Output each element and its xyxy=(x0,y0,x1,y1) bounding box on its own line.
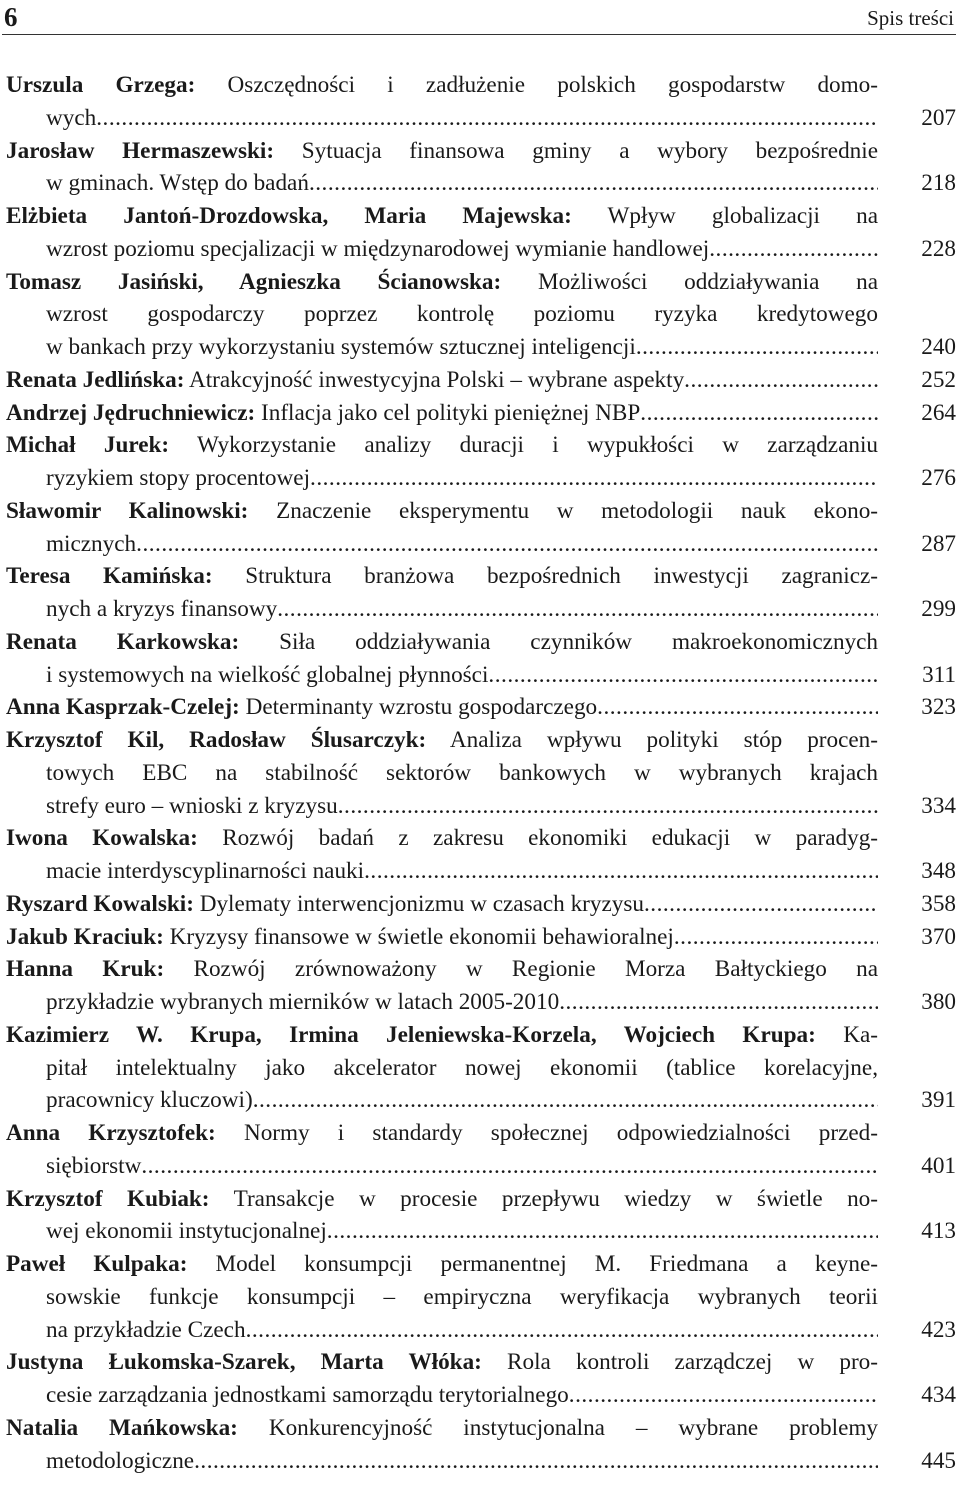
toc-title-text: micznych xyxy=(46,530,137,557)
dot-leader xyxy=(310,462,878,495)
toc-entry xyxy=(0,1346,960,1412)
toc-line-text xyxy=(6,1186,878,1212)
toc-line-text xyxy=(6,72,878,98)
toc-title-text: macie interdyscyplinarności nauki xyxy=(46,858,365,884)
dot-leader xyxy=(309,167,878,200)
toc-page-number: 445 xyxy=(921,1447,956,1474)
toc-line-text xyxy=(6,629,878,655)
toc-title-text: Rozwój zrównoważony w Regionie Morza Bałtyckiego na xyxy=(193,956,879,983)
toc-entry xyxy=(0,953,960,1019)
dot-leader xyxy=(674,921,878,954)
toc-line-text xyxy=(6,1349,878,1375)
toc-entry-line xyxy=(0,1314,960,1347)
toc-author: Teresa Kamińska: xyxy=(6,563,213,590)
toc-author: Tomasz Jasiński, Agnieszka Ścianowska: xyxy=(6,268,502,295)
toc-line-text xyxy=(46,659,488,692)
toc-line-text xyxy=(46,167,309,200)
toc-entry xyxy=(0,560,960,626)
toc-entry xyxy=(0,1183,960,1249)
toc-entry-line xyxy=(0,659,960,692)
toc-page-number: 423 xyxy=(921,1316,956,1343)
toc-entry-line xyxy=(0,986,960,1019)
toc-line-text xyxy=(6,364,684,397)
toc-entry-line xyxy=(0,102,960,135)
toc-page-number: 391 xyxy=(921,1087,956,1114)
toc-author: Renata Karkowska: xyxy=(6,628,240,655)
toc-line-text xyxy=(46,1084,253,1117)
toc-line-text xyxy=(46,986,559,1019)
toc-title-text: wej ekonomii instytucjonalnej xyxy=(46,1218,327,1245)
toc-entry-line xyxy=(0,462,960,495)
toc-entry-line xyxy=(0,593,960,626)
toc-author: Sławomir Kalinowski: xyxy=(6,497,249,524)
toc-page-number: 252 xyxy=(921,366,956,393)
toc-entry-line xyxy=(0,691,960,724)
dot-leader xyxy=(488,659,878,692)
toc-title-text: Oszczędności i zadłużenie polskich gospodarstw domo- xyxy=(227,72,879,98)
toc-line-text xyxy=(6,269,878,295)
toc-author: Anna Krzysztofek: xyxy=(6,1120,216,1146)
toc-line-text xyxy=(6,138,878,164)
toc-line-text xyxy=(6,432,878,458)
toc-title-text: towych EBC na stabilność sektorów bankowych w wybranych krajach xyxy=(46,759,878,786)
dot-leader xyxy=(338,790,878,823)
toc-author: Anna Kasprzak-Czelej: xyxy=(6,694,240,721)
toc-title-text: metodologiczne xyxy=(46,1447,195,1474)
dot-leader xyxy=(569,1379,878,1412)
toc-title-text: Kryzysy finansowe w świetle ekonomii behawioralnej xyxy=(169,923,674,950)
toc-author: Krzysztof Kil, Radosław Ślusarczyk: xyxy=(6,727,427,753)
toc-title-text: pracownicy kluczowi) xyxy=(46,1087,253,1114)
toc-title-text: wzrost gospodarczy poprzez kontrolę poziomu ryzyka kredytowego xyxy=(46,301,878,328)
toc-entry-line xyxy=(0,495,960,528)
toc-title-text: ryzykiem stopy procentowej xyxy=(46,465,311,491)
toc-title-text: i systemowych na wielkość globalnej płynności xyxy=(46,661,489,688)
toc-title-text: w bankach przy wykorzystaniu systemów sztucznej inteligencji xyxy=(46,334,636,360)
page-number: 6 xyxy=(4,2,18,32)
toc-entry xyxy=(0,691,960,724)
toc-author: Michał Jurek: xyxy=(6,432,170,459)
toc-entry-line xyxy=(0,790,960,823)
toc-line-text xyxy=(6,1120,878,1146)
dot-leader xyxy=(597,691,878,724)
toc-entry-line xyxy=(0,397,960,430)
toc-entry-line xyxy=(0,1150,960,1183)
toc-line-text xyxy=(46,233,709,266)
toc-page-number: 207 xyxy=(921,104,956,131)
toc-page-number: 299 xyxy=(921,596,956,622)
toc-line-text xyxy=(6,727,878,753)
toc-entry-line xyxy=(0,1084,960,1117)
toc-line-text xyxy=(6,888,644,921)
toc-entry xyxy=(0,364,960,397)
toc-title-text: Ka- xyxy=(843,1021,878,1048)
dot-leader xyxy=(709,233,878,266)
toc-title-text: pitał intelektualny jako akcelerator nowej ekonomii (tablice korelacyjne, xyxy=(46,1054,878,1081)
running-title: Spis treści xyxy=(867,6,954,30)
toc-entry-line xyxy=(0,560,960,593)
toc-entry-line xyxy=(0,921,960,954)
toc-author: Justyna Łukomska-Szarek, Marta Włóka: xyxy=(6,1349,482,1376)
toc-page-number: 228 xyxy=(921,235,956,262)
toc-entry xyxy=(0,135,960,201)
dot-leader xyxy=(640,397,878,430)
toc-title-text: Sytuacja finansowa gminy a wybory bezpośrednie xyxy=(301,137,878,164)
toc-title-text: Struktura branżowa bezpośrednich inwestycji zagranicz- xyxy=(245,563,878,590)
toc-line-text xyxy=(6,825,878,851)
toc-line-text xyxy=(6,498,878,524)
toc-line-text xyxy=(6,1022,878,1048)
toc-entry-line xyxy=(0,855,960,888)
toc-title-text: Wpływ globalizacji na xyxy=(607,203,878,229)
toc-page-number: 434 xyxy=(921,1382,956,1408)
dot-leader xyxy=(277,593,878,626)
toc-entry-line xyxy=(0,135,960,168)
toc-title-text: Rozwój badań z zakresu ekonomiki edukacji w paradyg- xyxy=(222,825,879,852)
toc-entry-line xyxy=(0,1281,960,1314)
toc-line-text xyxy=(46,528,136,561)
toc-page-number: 240 xyxy=(921,334,956,360)
dot-leader xyxy=(364,855,878,888)
toc-title-text: Znaczenie eksperymentu w metodologii nauk ekono- xyxy=(276,497,879,524)
toc-entry-line xyxy=(0,1183,960,1216)
toc-entry xyxy=(0,1248,960,1346)
toc-author: Natalia Mańkowska: xyxy=(6,1414,238,1441)
dot-leader xyxy=(136,528,878,561)
toc-line-text xyxy=(46,790,338,823)
toc-line-text xyxy=(6,956,878,982)
toc-author: Hanna Kruk: xyxy=(6,956,165,983)
toc-page-number: 276 xyxy=(921,465,956,491)
toc-page-number: 323 xyxy=(921,694,956,721)
toc-line-text xyxy=(6,921,674,954)
toc-entry-line xyxy=(0,266,960,299)
toc-entry xyxy=(0,921,960,954)
toc-title-text: siębiorstw xyxy=(46,1152,142,1179)
toc-author: Urszula Grzega: xyxy=(6,72,196,98)
toc-entry-line xyxy=(0,331,960,364)
toc-entry xyxy=(0,266,960,364)
toc-line-text xyxy=(6,203,878,229)
toc-title-text: Model konsumpcji permanentnej M. Friedmana a keyne- xyxy=(215,1251,879,1277)
toc-title-text: sowskie funkcje konsumpcji – empiryczna weryfikacja wybranych teorii xyxy=(46,1283,878,1310)
toc-line-text xyxy=(6,691,597,724)
toc-entry xyxy=(0,626,960,692)
toc-title-text: Możliwości oddziaływania na xyxy=(537,268,878,295)
toc-author: Krzysztof Kubiak: xyxy=(6,1185,210,1212)
toc-author: Jakub Kraciuk: xyxy=(6,923,164,950)
toc-title-text: na przykładzie Czech xyxy=(46,1316,246,1343)
dot-leader xyxy=(253,1084,878,1117)
toc-line-text xyxy=(46,331,636,364)
toc-title-text: nych a kryzys finansowy xyxy=(46,596,278,622)
toc-entry xyxy=(0,1412,960,1478)
toc-entry-line xyxy=(0,167,960,200)
toc-line-text xyxy=(46,1284,878,1310)
dot-leader xyxy=(327,1215,878,1248)
toc-title-text: Rola kontroli zarządczej w pro- xyxy=(507,1349,878,1376)
toc-author: Ryszard Kowalski: xyxy=(6,890,194,917)
toc-line-text xyxy=(46,855,364,888)
toc-title-text: Transakcje w procesie przepływu wiedzy w świetle no- xyxy=(233,1185,878,1212)
dot-leader xyxy=(141,1150,878,1183)
dot-leader xyxy=(96,102,878,135)
toc-line-text xyxy=(6,1415,878,1441)
toc-title-text: wych xyxy=(46,104,97,131)
toc-entry-line xyxy=(0,1052,960,1085)
toc-page-number: 218 xyxy=(921,170,956,197)
toc-page-number: 334 xyxy=(921,792,956,819)
toc-title-text: strefy euro – wnioski z kryzysu xyxy=(46,792,338,819)
toc-line-text xyxy=(6,563,878,589)
toc-line-text xyxy=(46,760,878,786)
toc-entry-line xyxy=(0,298,960,331)
toc-title-text: Determinanty wzrostu gospodarczego xyxy=(245,694,598,721)
toc-page-number: 358 xyxy=(921,890,956,917)
toc-line-text xyxy=(46,301,878,327)
toc-entry xyxy=(0,429,960,495)
dot-leader xyxy=(636,331,878,364)
dot-leader xyxy=(644,888,878,921)
running-header xyxy=(2,0,956,35)
toc-title-text: Normy i standardy społecznej odpowiedzialności przed- xyxy=(243,1120,879,1146)
toc-title-text: Inflacja jako cel polityki pieniężnej NBP xyxy=(261,399,641,426)
toc-line-text xyxy=(46,1379,569,1412)
toc-title-text: Siła oddziaływania czynników makroekonomicznych xyxy=(279,628,879,655)
toc-author: Renata Jedlińska: xyxy=(6,366,185,393)
toc-entry xyxy=(0,397,960,430)
table-of-contents xyxy=(0,69,960,1477)
toc-entry-line xyxy=(0,1379,960,1412)
toc-title-text: Analiza wpływu polityki stóp procen- xyxy=(449,727,878,753)
toc-page-number: 287 xyxy=(921,530,956,557)
toc-title-text: Wykorzystanie analizy duracji i wypukłości w zarządzaniu xyxy=(197,432,878,459)
toc-entry xyxy=(0,888,960,921)
toc-entry-line xyxy=(0,233,960,266)
toc-entry-line xyxy=(0,724,960,757)
toc-author: Paweł Kulpaka: xyxy=(6,1251,188,1277)
dot-leader xyxy=(246,1314,878,1347)
toc-entry xyxy=(0,1117,960,1183)
toc-page-number: 264 xyxy=(921,399,956,426)
toc-entry-line xyxy=(0,626,960,659)
toc-entry-line xyxy=(0,757,960,790)
toc-author: Andrzej Jędruchniewicz: xyxy=(6,399,256,426)
toc-entry-line xyxy=(0,1412,960,1445)
toc-line-text xyxy=(6,1251,878,1277)
toc-entry xyxy=(0,822,960,888)
toc-entry-line xyxy=(0,429,960,462)
toc-entry xyxy=(0,724,960,822)
toc-entry xyxy=(0,200,960,266)
toc-page-number: 370 xyxy=(921,923,956,950)
toc-author: Jarosław Hermaszewski: xyxy=(6,137,275,164)
toc-line-text xyxy=(6,397,640,430)
toc-line-text xyxy=(46,1445,194,1478)
toc-page-number: 413 xyxy=(921,1218,956,1245)
dot-leader xyxy=(559,986,878,1019)
toc-page-number: 311 xyxy=(922,661,956,688)
toc-line-text xyxy=(46,1150,141,1183)
toc-author: Kazimierz W. Krupa, Irmina Jeleniewska-Korzela, Wojciech Krupa: xyxy=(6,1021,816,1048)
toc-title-text: Konkurencyjność instytucjonalna – wybrane problemy xyxy=(268,1414,879,1441)
toc-entry-line xyxy=(0,888,960,921)
toc-entry-line xyxy=(0,364,960,397)
toc-line-text xyxy=(46,593,277,626)
toc-title-text: Atrakcyjność inwestycyjna Polski – wybrane aspekty xyxy=(188,366,685,393)
toc-entry-line xyxy=(0,1346,960,1379)
toc-line-text xyxy=(46,462,310,495)
toc-entry xyxy=(0,69,960,135)
toc-title-text: przykładzie wybranych mierników w latach 2005-2010 xyxy=(46,989,560,1015)
toc-entry-line xyxy=(0,953,960,986)
toc-line-text xyxy=(46,1055,878,1081)
toc-page-number: 348 xyxy=(921,858,956,884)
toc-entry xyxy=(0,1019,960,1117)
toc-entry-line xyxy=(0,1248,960,1281)
toc-author: Iwona Kowalska: xyxy=(6,825,198,852)
toc-title-text: Dylematy interwencjonizmu w czasach kryzysu xyxy=(199,890,644,917)
toc-entry-line xyxy=(0,1117,960,1150)
toc-title-text: w gminach. Wstęp do badań xyxy=(46,170,309,197)
toc-entry-line xyxy=(0,822,960,855)
toc-entry-line xyxy=(0,1215,960,1248)
toc-line-text xyxy=(46,1314,246,1347)
toc-entry xyxy=(0,495,960,561)
toc-entry-line xyxy=(0,200,960,233)
toc-entry-line xyxy=(0,1445,960,1478)
toc-line-text xyxy=(46,102,96,135)
dot-leader xyxy=(684,364,878,397)
dot-leader xyxy=(194,1445,878,1478)
toc-page-number: 401 xyxy=(921,1152,956,1179)
toc-title-text: wzrost poziomu specjalizacji w międzynarodowej wymianie handlowej xyxy=(46,235,710,262)
toc-entry-line xyxy=(0,528,960,561)
toc-author: Elżbieta Jantoń-Drozdowska, Maria Majewska: xyxy=(6,203,572,229)
toc-line-text xyxy=(46,1215,327,1248)
toc-page-number: 380 xyxy=(921,989,956,1015)
toc-entry-line xyxy=(0,1019,960,1052)
toc-entry-line xyxy=(0,69,960,102)
toc-title-text: cesie zarządzania jednostkami samorządu terytorialnego xyxy=(46,1382,569,1408)
